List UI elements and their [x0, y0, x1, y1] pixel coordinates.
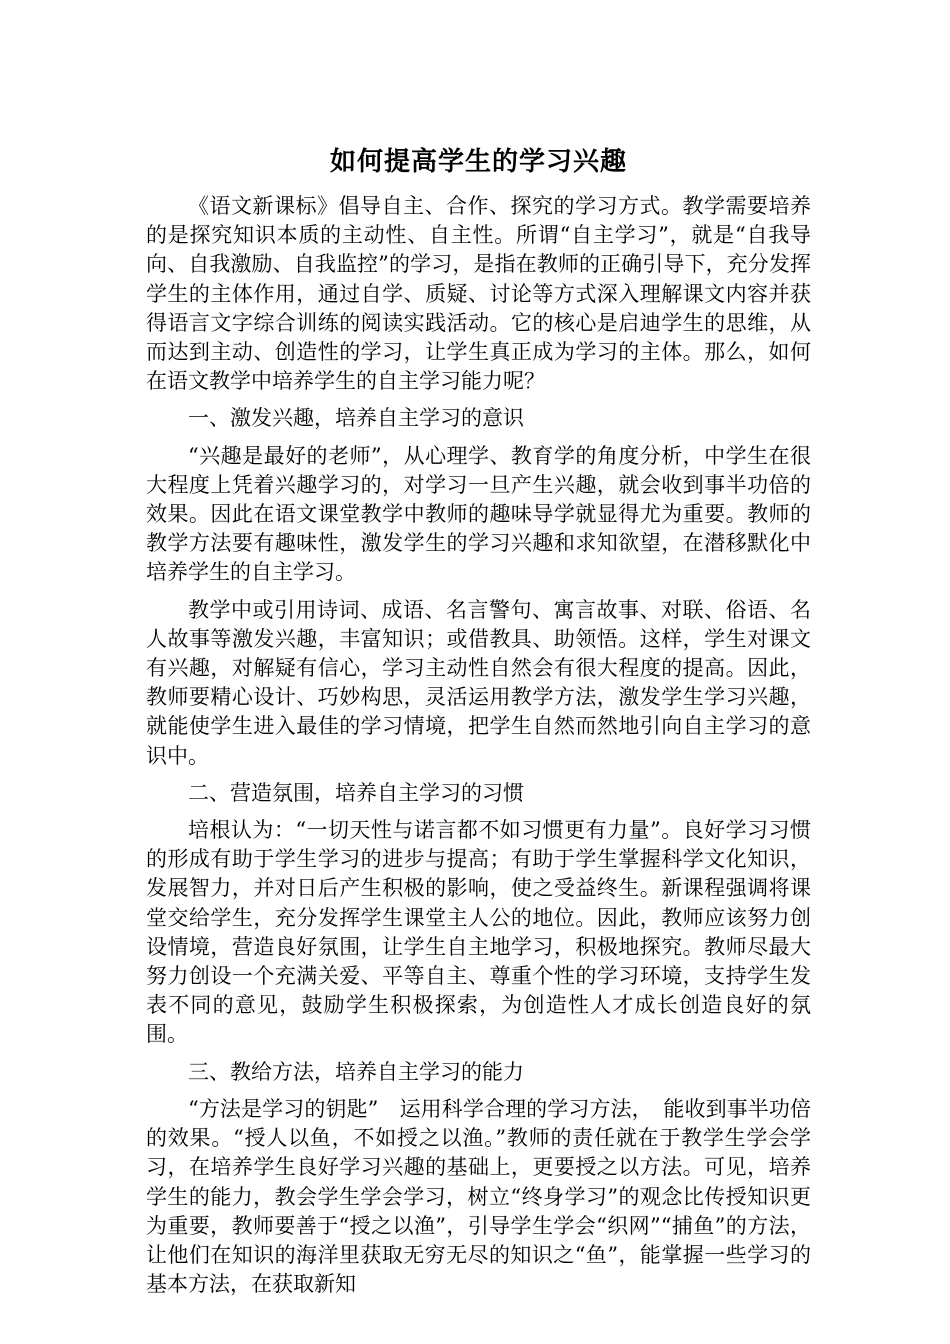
section-1-paragraph-1: “兴趣是最好的老师”，从心理学、教育学的角度分析，中学生在很大程度上凭着兴趣学习的，对学习一旦产生兴趣，就会收到事半功倍的效果。因此在语文课堂教学中教师的趣味导学就显得尤为重要。教师的教学方法要有趣味性，激发学生的学习兴趣和求知欲望，在潜移默化中培养学生的自主学习。 [146, 443, 811, 585]
document-title: 如何提高学生的学习兴趣 [329, 147, 627, 177]
section-1-paragraph-2: 教学中或引用诗词、成语、名言警句、寓言故事、对联、俗语、名人故事等激发兴趣，丰富知识；或借教具、助领悟。这样，学生对课文有兴趣，对解疑有信心，学习主动性自然会有很大程度的提高。因此，教师要精心设计、巧妙构思，灵活运用教学方法，激发学生学习兴趣，就能使学生进入最佳的学习情境，把学生自然而然地引向自主学习的意识中。 [146, 597, 811, 768]
intro-paragraph: 《语文新课标》倡导自主、合作、探究的学习方式。教学需要培养的是探究知识本质的主动性、自主性。所谓“自主学习”，就是“自我导向、自我激励、自我监控”的学习，是指在教师的正确引导下，充分发挥学生的主体作用，通过自学、质疑、讨论等方式深入理解课文内容并获得语言文字综合训练的阅读实践活动。它的核心是启迪学生的思维，从而达到主动、创造性的学习，让学生真正成为学习的主体。那么，如何在语文教学中培养学生的自主学习能力呢？ [146, 194, 811, 394]
section-heading-3: 三、教给方法，培养自主学习的能力 [188, 1059, 524, 1084]
section-heading-1: 一、激发兴趣，培养自主学习的意识 [188, 406, 524, 431]
document-body [146, 142, 811, 1307]
section-3-paragraph-1: “方法是学习的钥匙” 运用科学合理的学习方法， 能收到事半功倍的效果。“授人以鱼，不如授之以渔。”教师的责任就在于教学生学会学习，在培养学生良好学习兴趣的基础上，更要授之以方法。可见，培养学生的能力，教会学生学会学习，树立“终身学习”的观念比传授知识更为重要，教师要善于“授之以渔”，引导学生学会“织网”“捕鱼”的方法，让他们在知识的海洋里获取无穷无尽的知识之“鱼”，能掌握一些学习的基本方法，在获取新知 [146, 1096, 811, 1297]
section-2-paragraph-1: 培根认为：“一切天性与诺言都不如习惯更有力量”。良好学习习惯的形成有助于学生学习的进步与提高；有助于学生掌握科学文化知识，发展智力，并对日后产生积极的影响，使之受益终生。新课程强调将课堂交给学生，充分发挥学生课堂主人公的地位。因此，教师应该努力创设情境，营造良好氛围，让学生自主地学习，积极地探究。教师尽最大努力创设一个充满关爱、平等自主、尊重个性的学习环境，支持学生发表不同的意见，鼓励学生积极探索，为创造性人才成长创造良好的氛围。 [146, 818, 811, 1047]
section-heading-2: 二、营造氛围，培养自主学习的习惯 [188, 780, 524, 805]
